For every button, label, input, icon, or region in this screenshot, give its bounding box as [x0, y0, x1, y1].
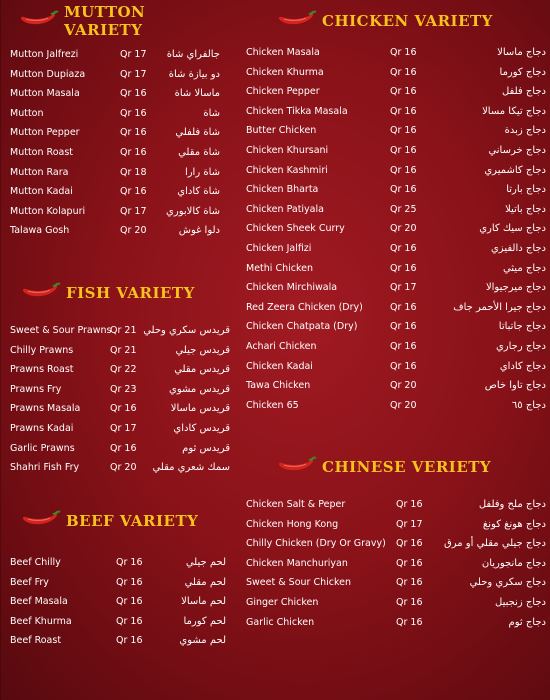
item-name: Chicken Jalfizi — [246, 242, 312, 254]
item-name: Chicken Kashmiri — [246, 164, 328, 176]
item-price: Qr 16 — [390, 86, 417, 98]
item-name: Prawns Roast — [10, 364, 74, 376]
item-price: Qr 16 — [120, 127, 147, 139]
item-name-arabic: قريدس مقلي — [174, 364, 230, 376]
item-name: Chicken Hong Kong — [246, 518, 339, 530]
item-price: Qr 16 — [390, 242, 417, 254]
item-name: Chicken Chatpata (Dry) — [246, 321, 358, 333]
item-price: Qr 16 — [116, 576, 143, 588]
menu-item — [246, 103, 546, 123]
item-name-arabic: دجاج ملح وفلفل — [478, 499, 546, 510]
item-price: Qr 23 — [110, 383, 137, 395]
item-name-arabic: دجاج ميرجيوالا — [485, 282, 546, 294]
menu-item — [246, 162, 546, 182]
item-price: Qr 17 — [396, 518, 423, 530]
chili-pepper-icon — [274, 8, 322, 34]
item-price: Qr 16 — [390, 340, 417, 352]
item-name: Mutton Masala — [10, 88, 80, 100]
item-price: Qr 16 — [120, 186, 147, 198]
item-name: Mutton Kolapuri — [10, 205, 86, 217]
item-name: Mutton Jalfrezi — [10, 49, 79, 60]
menu-item — [10, 222, 220, 242]
item-name: Chicken Salt & Peper — [246, 499, 346, 510]
item-name-arabic: شاة كاداي — [177, 186, 220, 198]
fish-header — [10, 278, 230, 308]
item-name-arabic: لحم ماسالا — [181, 596, 226, 608]
item-name: Beef Khurma — [10, 615, 72, 627]
menu-item — [246, 516, 546, 536]
menu-item — [246, 358, 546, 378]
item-price: Qr 20 — [390, 399, 417, 411]
item-name-arabic: دجاج زبدة — [504, 125, 546, 137]
item-name: Chicken Sheek Curry — [246, 223, 345, 235]
item-name: Chicken Khursani — [246, 144, 329, 156]
item-price: Qr 16 — [390, 262, 417, 274]
menu-item — [10, 574, 230, 594]
item-price: Qr 20 — [110, 462, 137, 474]
menu-list — [246, 496, 546, 633]
item-price: Qr 16 — [396, 557, 423, 569]
menu-item — [10, 593, 230, 613]
menu-item — [10, 85, 220, 105]
item-name: Shahri Fish Fry — [10, 462, 80, 474]
menu-item — [246, 260, 546, 280]
item-name-arabic: دجاج جيرا الأحمر جاف — [453, 301, 546, 313]
menu-item — [10, 124, 220, 144]
item-name: Mutton Kadai — [10, 186, 73, 198]
menu-item — [246, 496, 546, 516]
item-name: Chilly Chicken (Dry Or Gravy) — [246, 538, 386, 550]
item-price: Qr 16 — [390, 105, 417, 117]
item-price: Qr 16 — [390, 66, 417, 78]
item-name: Beef Roast — [10, 635, 62, 647]
item-name-arabic: شاة كالابوري — [166, 205, 220, 217]
section-title: CHINESE VERIETY — [322, 458, 492, 476]
item-price: Qr 17 — [110, 422, 137, 434]
item-name-arabic: شاة فلفلي — [175, 127, 220, 139]
menu-item — [10, 440, 230, 460]
item-name-arabic: قريدس سكري وحلي — [143, 325, 230, 336]
item-name: Garlic Prawns — [10, 442, 75, 454]
menu-item — [10, 105, 220, 125]
item-name: Red Zeera Chicken (Dry) — [246, 301, 363, 313]
menu-item — [246, 44, 546, 64]
item-name: Ginger Chicken — [246, 596, 319, 608]
item-name: Chilly Prawns — [10, 344, 74, 356]
item-name-arabic: دجاج كورما — [499, 66, 546, 78]
item-price: Qr 16 — [390, 321, 417, 333]
item-name-arabic: سمك شعري مقلي — [152, 462, 230, 474]
item-price: Qr 16 — [390, 360, 417, 372]
item-price: Qr 16 — [116, 615, 143, 627]
item-price: Qr 16 — [396, 538, 423, 550]
item-name: Beef Masala — [10, 596, 68, 608]
item-name-arabic: جالفراي شاة — [166, 49, 220, 60]
item-name-arabic: شاة رارا — [184, 166, 220, 178]
menu-item — [10, 613, 230, 633]
menu-item — [10, 361, 230, 381]
item-price: Qr 17 — [390, 282, 417, 294]
item-name: Beef Fry — [10, 576, 49, 588]
item-price: Qr 16 — [390, 125, 417, 137]
mutton-header — [10, 3, 220, 39]
menu-item — [246, 614, 546, 634]
item-price: Qr 16 — [116, 635, 143, 647]
chili-pepper-icon — [18, 508, 66, 534]
chicken-header — [246, 6, 546, 36]
item-name-arabic: دجاج ثوم — [508, 616, 546, 628]
item-name-arabic: دجاج مانجوريان — [481, 557, 546, 569]
item-name-arabic: دجاج تيكا مسالا — [482, 105, 546, 117]
item-price: Qr 16 — [396, 577, 423, 589]
menu-item — [246, 574, 546, 594]
item-name-arabic: قريدس جيلي — [175, 344, 230, 356]
item-name: Prawns Fry — [10, 383, 62, 395]
item-price: Qr 20 — [120, 225, 147, 237]
chinese-section — [246, 452, 546, 633]
menu-item — [10, 400, 230, 420]
menu-item — [10, 183, 220, 203]
menu-item — [246, 64, 546, 84]
item-name-arabic: دجاج رجاري — [495, 340, 546, 352]
item-name: Chicken Tikka Masala — [246, 105, 348, 117]
item-name-arabic: دجاج كاداي — [499, 360, 546, 372]
menu-item — [246, 377, 546, 397]
chili-pepper-icon — [16, 8, 64, 34]
item-name-arabic: دجاج خرساني — [488, 144, 546, 156]
item-name-arabic: دجاج بارتا — [506, 184, 546, 196]
item-name: Chicken Khurma — [246, 66, 324, 78]
item-price: Qr 18 — [120, 166, 147, 178]
item-name: Achari Chicken — [246, 340, 317, 352]
chicken-section — [246, 6, 546, 416]
item-name-arabic: دجاج جاتباتا — [498, 321, 546, 333]
menu-list — [10, 46, 220, 242]
menu-item — [246, 220, 546, 240]
item-name-arabic: دجاج جيلي مقلي أو مرق — [444, 538, 546, 550]
item-name-arabic: ماسالا شاة — [174, 88, 220, 100]
menu-item — [246, 555, 546, 575]
item-price: Qr 16 — [396, 616, 423, 628]
item-price: Qr 25 — [390, 203, 417, 215]
item-price: Qr 16 — [390, 164, 417, 176]
item-price: Qr 21 — [110, 344, 137, 356]
menu-item — [10, 554, 230, 574]
menu-list — [10, 554, 230, 652]
item-name-arabic: قريدس كاداي — [173, 422, 230, 434]
item-name: Mutton Rara — [10, 166, 69, 178]
item-name-arabic: دجاج ٦٥ — [511, 399, 546, 411]
item-name: Sweet & Sour Prawns — [10, 325, 112, 336]
item-name-arabic: دجاج سكري وحلي — [469, 577, 546, 589]
item-name: Mutton — [10, 107, 44, 119]
menu-item — [246, 397, 546, 417]
menu-item — [10, 632, 230, 652]
menu-item — [10, 203, 220, 223]
chinese-header — [246, 452, 546, 482]
item-name-arabic: شاة مقلي — [178, 146, 220, 158]
section-title: CHICKEN VARIETY — [322, 12, 493, 30]
item-name: Beef Chilly — [10, 557, 61, 568]
menu-item — [246, 299, 546, 319]
item-price: Qr 16 — [390, 144, 417, 156]
item-name-arabic: لحم جيلي — [185, 557, 226, 568]
item-name-arabic: لحم كورما — [183, 615, 226, 627]
item-price: Qr 17 — [120, 205, 147, 217]
menu-item — [246, 181, 546, 201]
item-name: Chicken Kadai — [246, 360, 313, 372]
section-title: MUTTON VARIETY — [64, 3, 146, 39]
menu-item — [246, 83, 546, 103]
menu-item — [246, 201, 546, 221]
menu-item — [246, 240, 546, 260]
chili-pepper-icon — [18, 280, 66, 306]
menu-item — [10, 164, 220, 184]
item-name: Talawa Gosh — [10, 225, 70, 237]
item-price: Qr 20 — [390, 223, 417, 235]
item-name-arabic: دجاج تاوا خاص — [484, 380, 546, 392]
section-title: BEEF VARIETY — [66, 512, 199, 530]
fish-section — [10, 278, 230, 479]
item-name: Chicken Bharta — [246, 184, 319, 196]
menu-item — [10, 46, 220, 66]
item-name: Chicken Patiyala — [246, 203, 324, 215]
item-price: Qr 16 — [110, 403, 137, 415]
item-price: Qr 16 — [120, 146, 147, 158]
item-name-arabic: لحم مقلي — [184, 576, 226, 588]
item-price: Qr 16 — [116, 596, 143, 608]
item-price: Qr 16 — [390, 47, 417, 58]
item-name: Prawns Masala — [10, 403, 81, 415]
item-price: Qr 21 — [110, 325, 137, 336]
menu-item — [10, 144, 220, 164]
menu-item — [246, 594, 546, 614]
item-price: Qr 17 — [120, 68, 147, 80]
item-name-arabic: دجاج هونغ كونغ — [482, 518, 546, 530]
item-name: Mutton Dupiaza — [10, 68, 86, 80]
item-name-arabic: دجاج سيك كاري — [479, 223, 546, 235]
item-price: Qr 16 — [390, 301, 417, 313]
item-name-arabic: دجاج فلفل — [501, 86, 546, 98]
item-name-arabic: شاة — [203, 107, 220, 119]
menu-item — [10, 342, 230, 362]
menu-item — [10, 381, 230, 401]
item-name-arabic: دجاج ماسالا — [497, 47, 546, 58]
item-name-arabic: دجاج دالفيزي — [490, 242, 546, 254]
item-name-arabic: قريدس ماسالا — [170, 403, 230, 415]
item-name: Chicken 65 — [246, 399, 299, 411]
menu-list — [10, 322, 230, 479]
item-price: Qr 22 — [110, 364, 137, 376]
item-price: Qr 16 — [390, 184, 417, 196]
menu-item — [246, 122, 546, 142]
item-name-arabic: دجاج كاشميري — [484, 164, 546, 176]
item-name-arabic: دلوا غوش — [178, 225, 220, 237]
item-name: Chicken Manchuriyan — [246, 557, 348, 569]
item-price: Qr 16 — [120, 88, 147, 100]
item-name: Mutton Pepper — [10, 127, 80, 139]
item-name: Mutton Roast — [10, 146, 74, 158]
item-name-arabic: دجاج ميثي — [502, 262, 546, 274]
menu-item — [246, 142, 546, 162]
item-name-arabic: دجاج باتيلا — [505, 203, 546, 215]
chili-pepper-icon — [274, 454, 322, 480]
item-name-arabic: دو بيازة شاة — [168, 68, 220, 80]
item-name-arabic: قريدس مشوي — [169, 383, 230, 395]
section-title: FISH VARIETY — [66, 284, 195, 302]
menu-item — [246, 338, 546, 358]
item-name: Prawns Kadai — [10, 422, 74, 434]
menu-item — [10, 66, 220, 86]
beef-section — [10, 506, 230, 652]
item-name: Chicken Masala — [246, 47, 320, 58]
menu-item — [10, 459, 230, 479]
item-price: Qr 16 — [120, 107, 147, 119]
item-name: Garlic Chicken — [246, 616, 315, 628]
item-name: Sweet & Sour Chicken — [246, 577, 351, 589]
item-price: Qr 16 — [116, 557, 143, 568]
item-price: Qr 16 — [110, 442, 137, 454]
item-price: Qr 16 — [396, 499, 423, 510]
item-name: Tawa Chicken — [246, 380, 311, 392]
menu-list — [246, 44, 546, 416]
item-price: Qr 17 — [120, 49, 147, 60]
mutton-section — [10, 3, 220, 242]
item-name: Methi Chicken — [246, 262, 313, 274]
item-name: Chicken Mirchiwala — [246, 282, 338, 294]
item-name-arabic: دجاج زنجبيل — [495, 596, 546, 608]
item-name-arabic: قريدس ثوم — [182, 442, 230, 454]
item-name: Chicken Pepper — [246, 86, 320, 98]
menu-item — [246, 535, 546, 555]
beef-header — [10, 506, 230, 536]
menu-item — [246, 318, 546, 338]
menu-item — [246, 279, 546, 299]
item-price: Qr 16 — [396, 596, 423, 608]
menu-item — [10, 420, 230, 440]
item-name: Butter Chicken — [246, 125, 317, 137]
item-name-arabic: لحم مشوي — [179, 635, 226, 647]
item-price: Qr 20 — [390, 380, 417, 392]
menu-item — [10, 322, 230, 342]
